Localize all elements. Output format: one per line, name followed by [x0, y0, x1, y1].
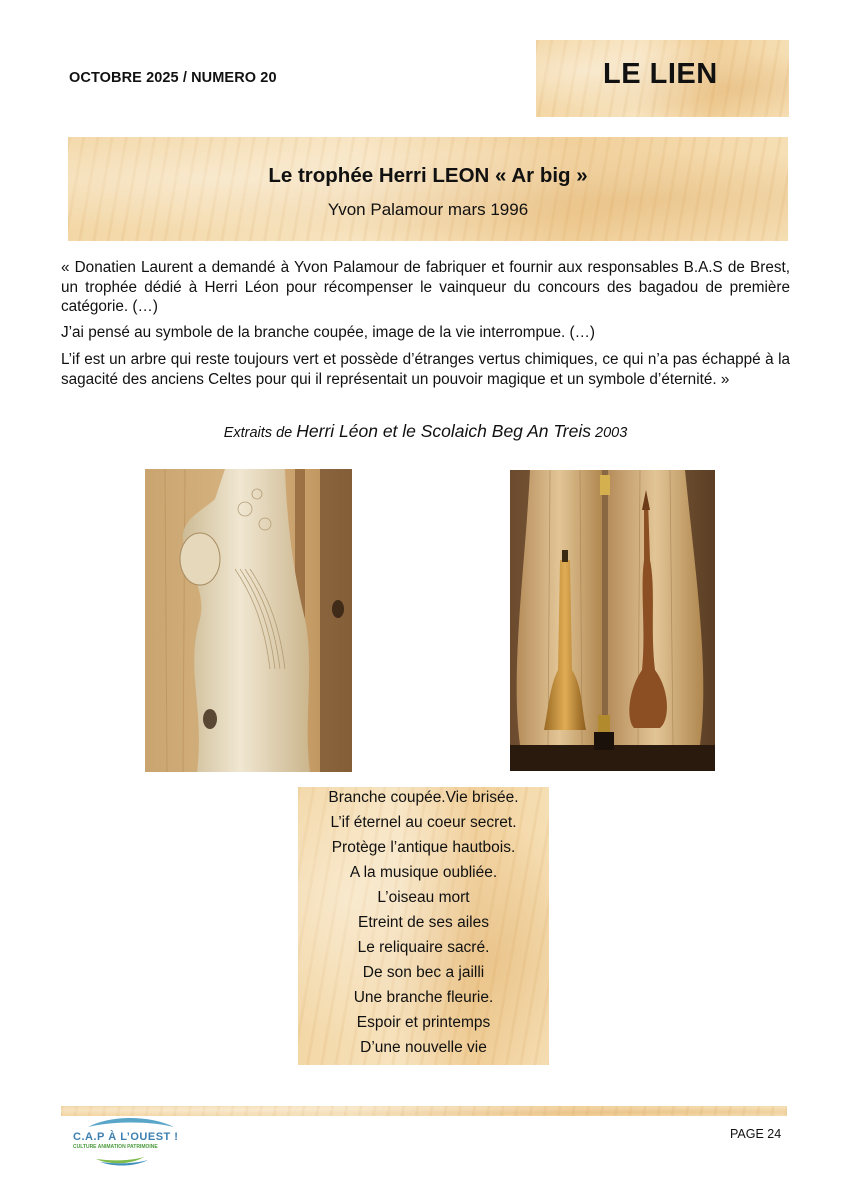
poem-line: Etreint de ses ailes [358, 914, 489, 931]
article-source [0, 421, 851, 442]
article-title: Le trophée Herri LEON « Ar big » [268, 164, 588, 187]
poem-line: L’oiseau mort [377, 889, 470, 906]
source-prefix: Extraits de [223, 425, 293, 441]
newsletter-brand-box [536, 40, 789, 117]
poem-box [298, 787, 549, 1065]
poem-line: Espoir et printemps [356, 1014, 491, 1031]
article-paragraph: L’if est un arbre qui reste toujours vert et possède d’étranges vertus chimiques, ce qui n’a pas échappé à la sagacité des anciens Celtes pour qui il représentait un pouvoir magique et un symbole d’éternité. » [61, 351, 790, 388]
article-paragraph: J’ai pensé au symbole de la branche coupée, image de la vie interrompue. (…) [61, 324, 595, 341]
trophy-branch-photo [145, 469, 352, 772]
footer-divider [61, 1106, 787, 1116]
poem-line: Une branche fleurie. [353, 989, 494, 1006]
article-paragraph: « Donatien Laurent a demandé à Yvon Palamour de fabriquer et fournir aux responsables B.A.S de Brest, un trophée dédié à Herri Léon pour récompenser le vainqueur du concours des bagadou de première catégorie. (…) [61, 259, 790, 315]
logo-text: C.A.P À L’OUEST ! [73, 1131, 179, 1143]
poem-line: Branche coupée.Vie brisée. [328, 789, 519, 806]
logo-tagline: CULTURE ANIMATION PATRIMOINE [73, 1144, 158, 1150]
poem-line: L’if éternel au coeur secret. [330, 814, 517, 831]
poem-line: D’une nouvelle vie [360, 1039, 487, 1056]
poem-line: De son bec a jailli [362, 964, 485, 981]
page-number: PAGE 24 [730, 1127, 782, 1141]
poem-line: Protège l’antique hautbois. [331, 839, 516, 856]
source-book: Herri Léon et le Scolaich Beg An Treis [296, 421, 591, 441]
source-year: 2003 [595, 425, 628, 441]
article-subtitle: Yvon Palamour mars 1996 [327, 200, 529, 219]
reliquary-bombarde-photo [510, 470, 715, 771]
poem-line: A la musique oubliée. [349, 864, 498, 881]
newsletter-title: LE LIEN [603, 58, 718, 90]
poem-line: Le reliquaire sacré. [357, 939, 490, 956]
issue-label: OCTOBRE 2025 / NUMERO 20 [69, 70, 277, 86]
cap-a-louest-logo [70, 1117, 190, 1167]
article-title-box [68, 137, 788, 241]
